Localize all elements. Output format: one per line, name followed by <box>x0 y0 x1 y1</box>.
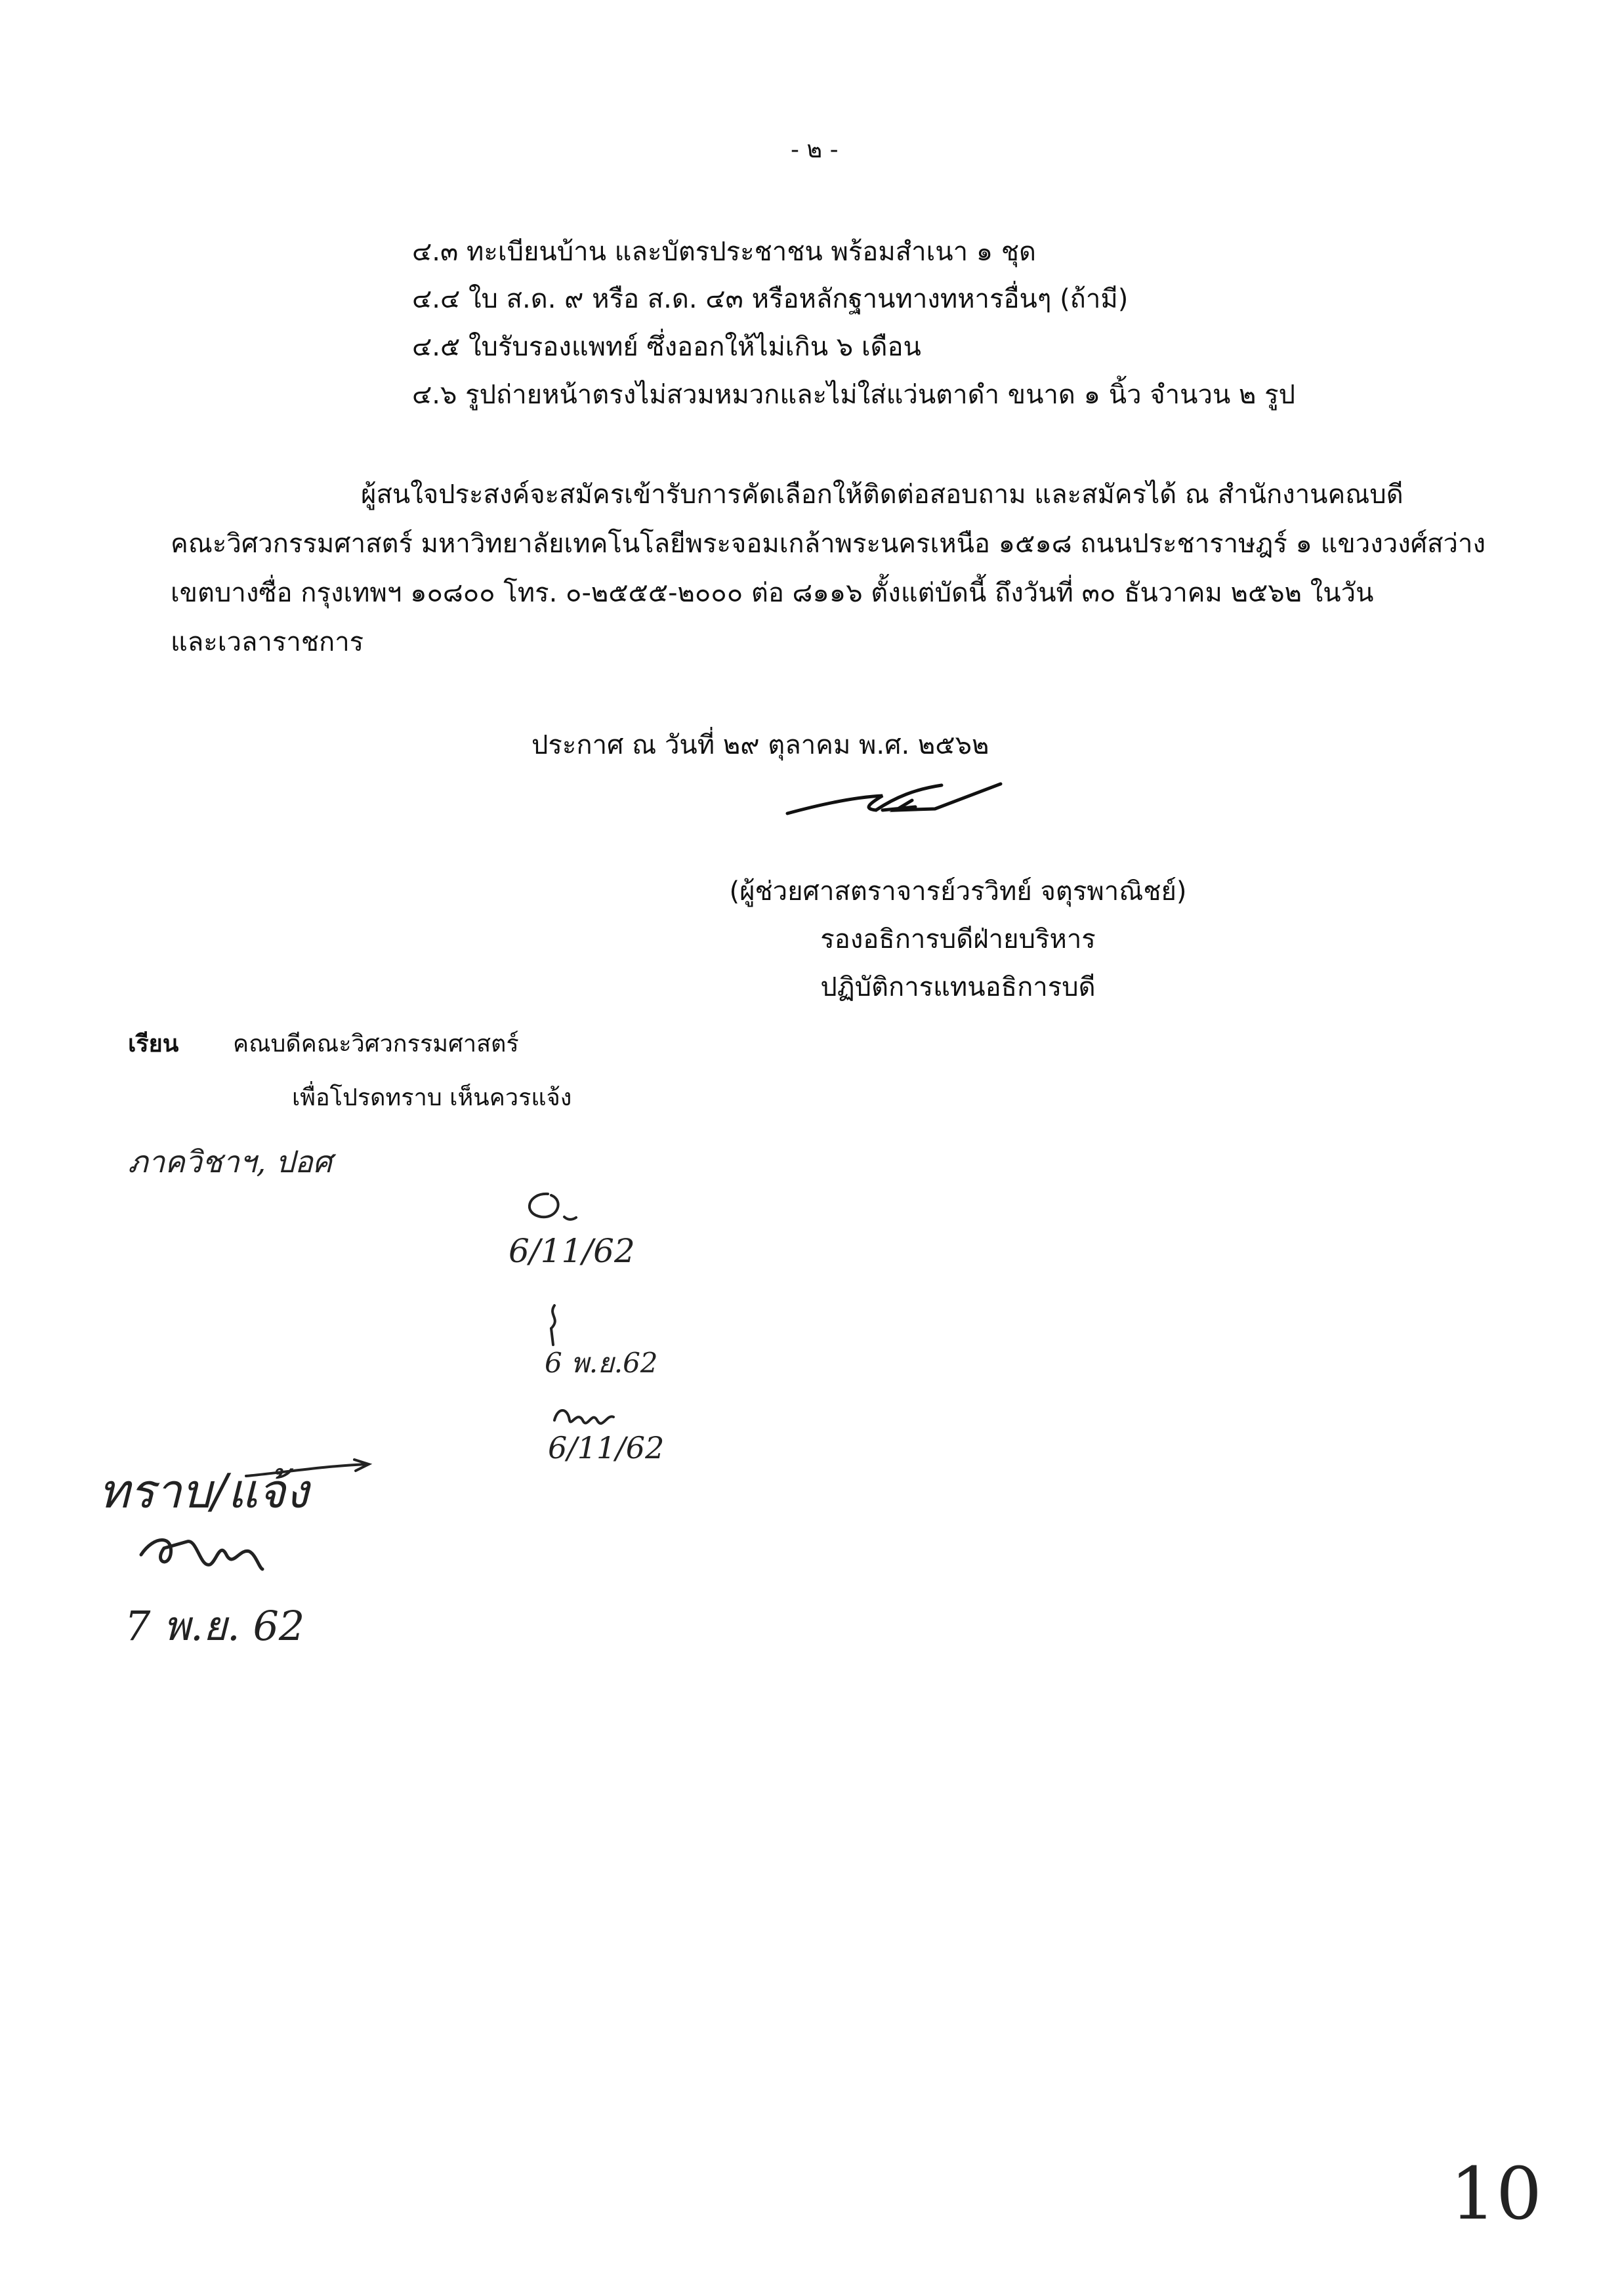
handwritten-date: 6/11/62 <box>548 1430 665 1466</box>
contact-paragraph-line: และเวลาราชการ <box>171 627 364 657</box>
announcement-date: ประกาศ ณ วันที่ ๒๙ ตุลาคม พ.ศ. ๒๕๖๒ <box>531 730 989 760</box>
contact-paragraph-line: ผู้สนใจประสงค์จะสมัครเข้ารับการคัดเลือกให้ติดต่อสอบถาม และสมัครได้ ณ สำนักงานคณบดี <box>361 480 1404 510</box>
routing-note: เพื่อโปรดทราบ เห็นควรแจ้ง <box>292 1084 572 1111</box>
requirement-item: ๔.๓ ทะเบียนบ้าน และบัตรประชาชน พร้อมสำเนา ๑ ชุด <box>412 237 1036 267</box>
requirement-item: ๔.๔ ใบ ส.ด. ๙ หรือ ส.ด. ๔๓ หรือหลักฐานทางทหารอื่นๆ (ถ้ามี) <box>412 284 1129 314</box>
handwritten-signature <box>135 1528 266 1581</box>
initials-mark <box>518 1187 577 1227</box>
initials-mark <box>551 1404 617 1430</box>
signature <box>784 777 1007 823</box>
routing-recipient: คณบดีคณะวิศวกรรมศาสตร์ <box>233 1031 519 1057</box>
page-number: - ๒ - <box>791 136 839 163</box>
arrow-stroke <box>243 1456 374 1483</box>
handwritten-date: 6/11/62 <box>509 1232 635 1270</box>
routing-label: เรียน <box>128 1031 179 1057</box>
signatory-name: (ผู้ช่วยศาสตราจารย์วรวิทย์ จตุรพาณิชย์) <box>729 876 1187 907</box>
requirement-item: ๔.๖ รูปถ่ายหน้าตรงไม่สวมหมวกและไม่ใส่แว่นตาดำ ขนาด ๑ นิ้ว จำนวน ๒ รูป <box>412 380 1295 410</box>
contact-paragraph-line: เขตบางซื่อ กรุงเทพฯ ๑๐๘๐๐ โทร. ๐-๒๕๕๕-๒๐๐๐ ต่อ ๘๑๑๖ ตั้งแต่บัดนี้ ถึงวันที่ ๓๐ ธันวาคม ๒๕๖๒ ในวัน <box>171 578 1374 608</box>
handwritten-departments: ภาควิชาฯ, ปอศ <box>128 1144 332 1179</box>
handwritten-acknowledged: ทราบ/แจ้ง <box>98 1464 309 1519</box>
handwritten-date: 6 พ.ย.62 <box>545 1347 658 1379</box>
signatory-acting: ปฏิบัติการแทนอธิการบดี <box>820 972 1096 1002</box>
handwritten-date: 7 พ.ย. 62 <box>125 1602 305 1650</box>
contact-paragraph-line: คณะวิศวกรรมศาสตร์ มหาวิทยาลัยเทคโนโลยีพระจอมเกล้าพระนครเหนือ ๑๕๑๘ ถนนประชาราษฎร์ ๑ แขวงวงศ์สว่าง <box>171 529 1486 559</box>
sheet-number: 10 <box>1450 2152 1542 2236</box>
requirement-item: ๔.๕ ใบรับรองแพทย์ ซึ่งออกให้ไม่เกิน ๖ เดือน <box>412 332 921 362</box>
signatory-position: รองอธิการบดีฝ่ายบริหาร <box>820 924 1096 954</box>
